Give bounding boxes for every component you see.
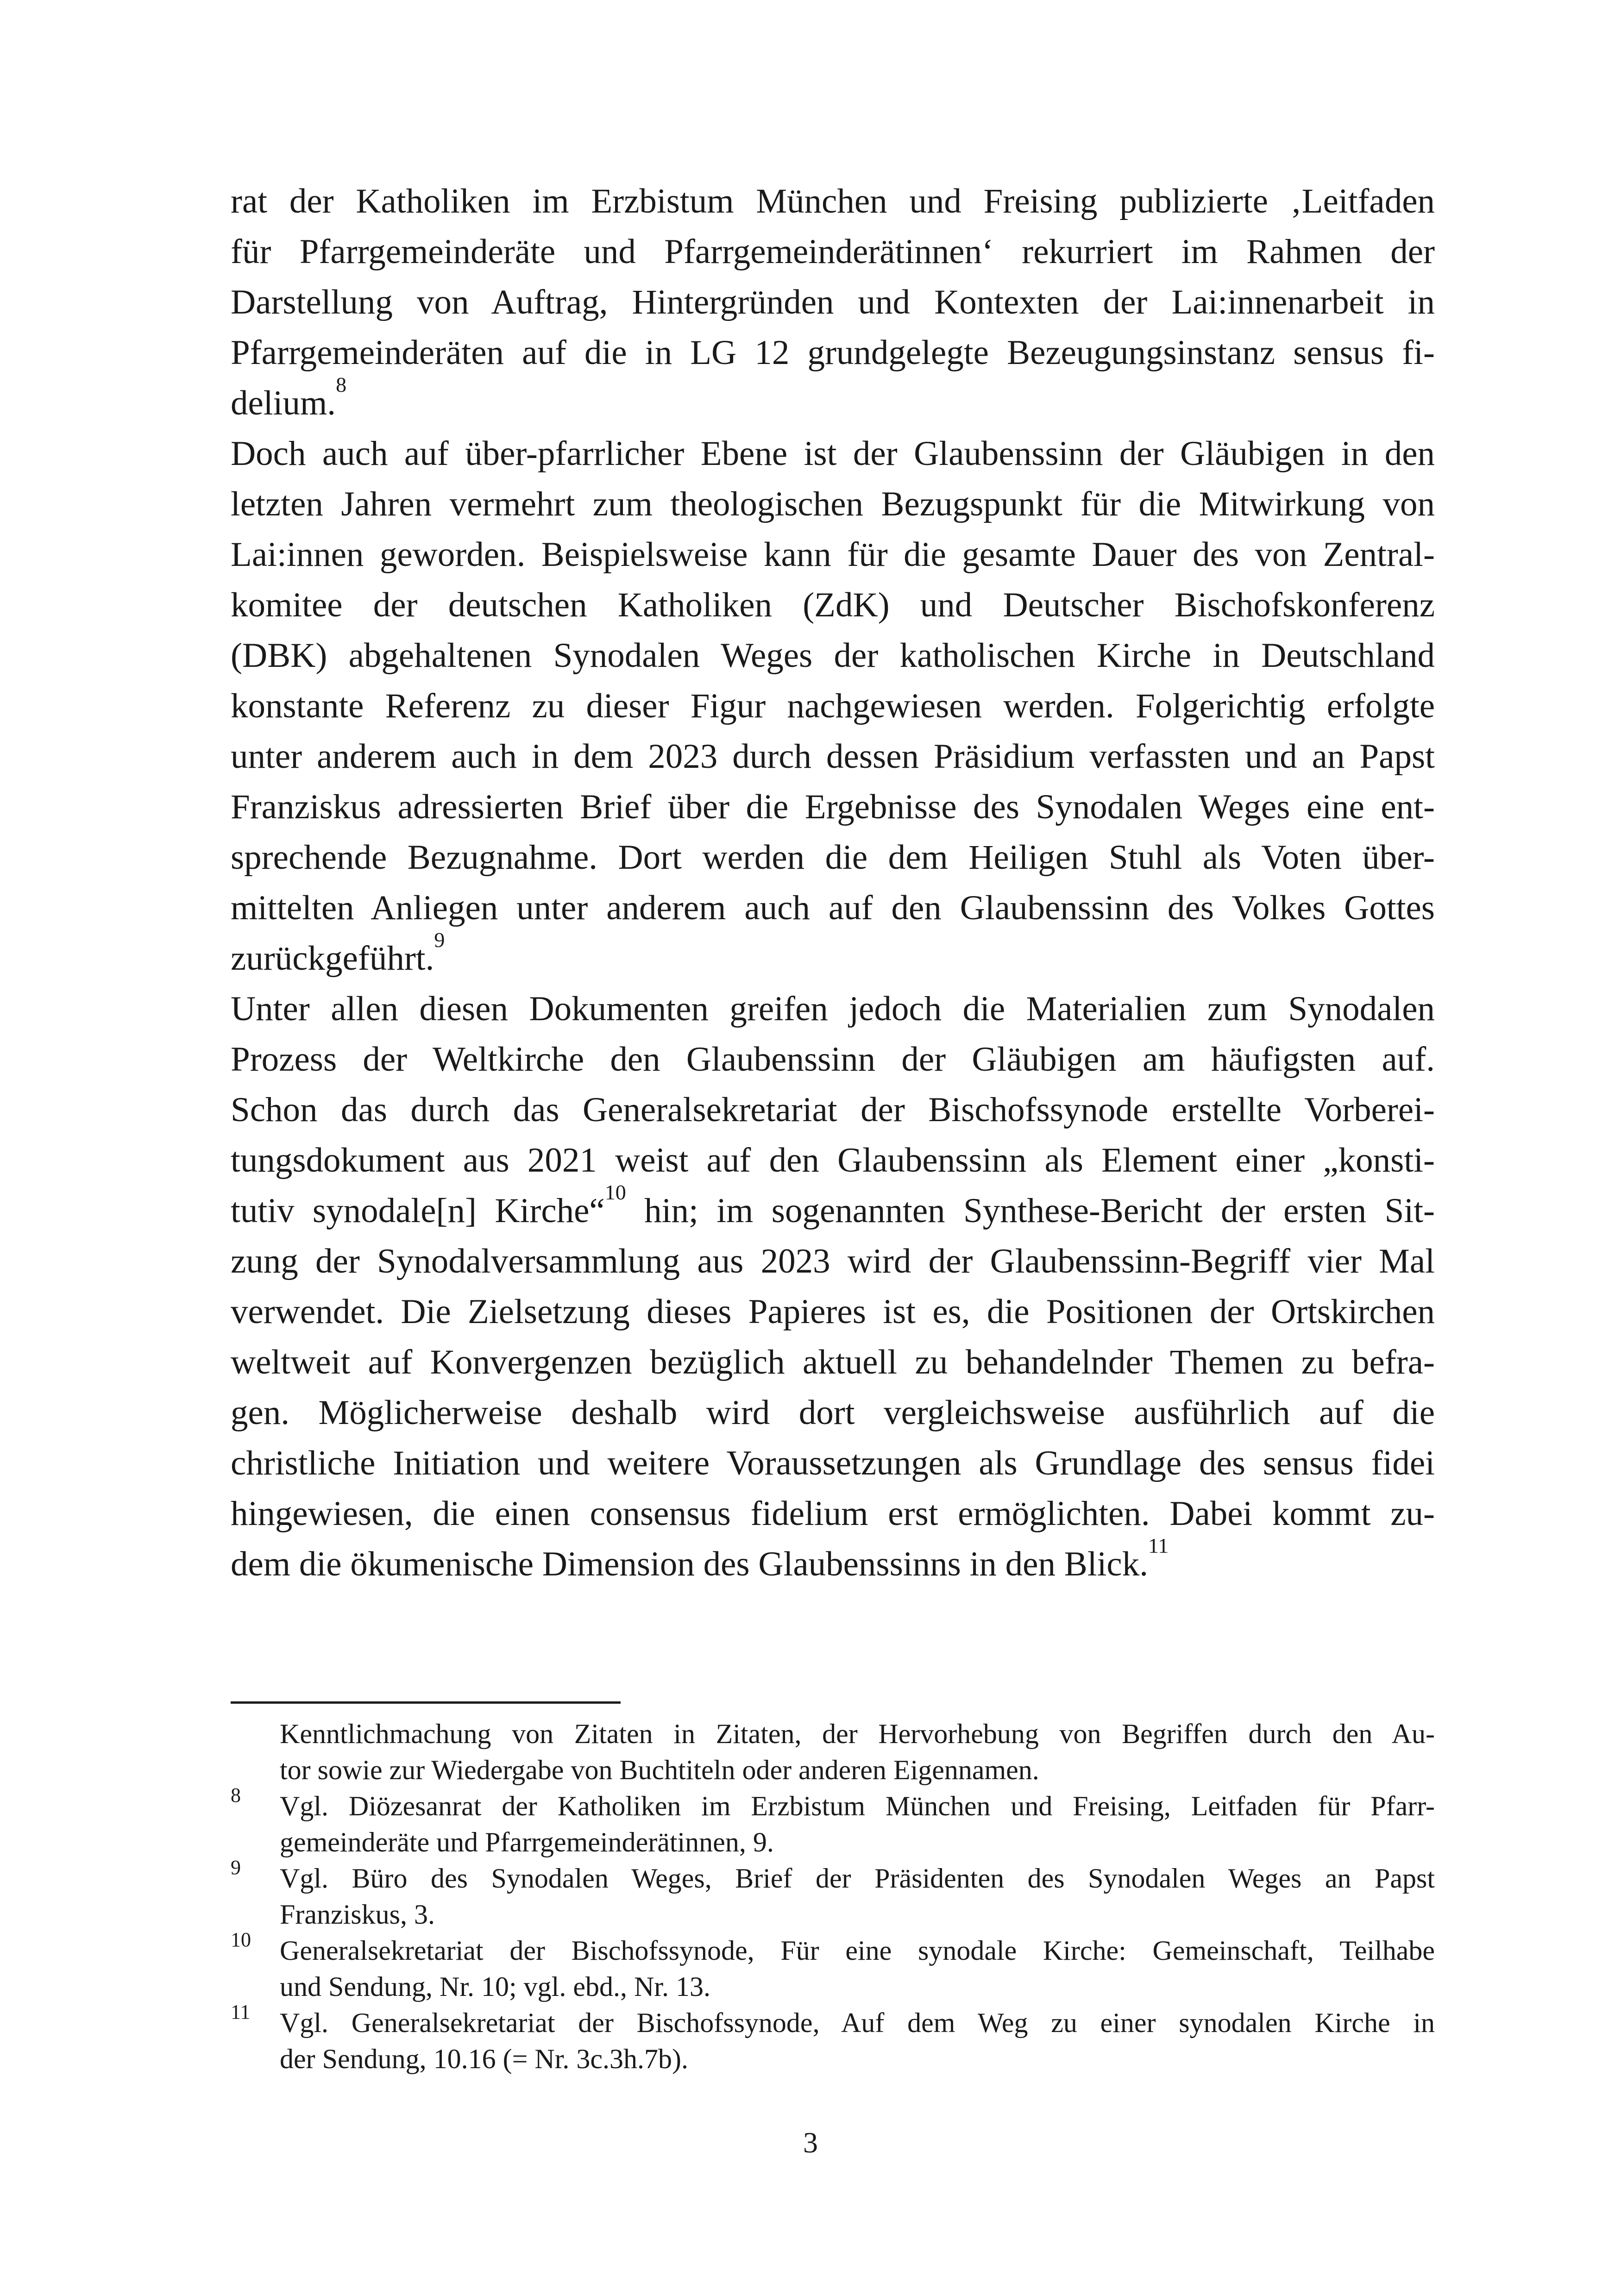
footnote-line: Vgl. Büro des Synodalen Weges, Brief der Präsidenten des Synodalen Weges an Papst [280, 1863, 1435, 1894]
footnote-line: Vgl. Diözesanrat der Katholiken im Erzbistum München und Freising, Leitfaden für Pfarr- [280, 1791, 1435, 1821]
paragraph-3 [231, 984, 1435, 1589]
footnote-line: Generalsekretariat der Bischofssynode, Für eine synodale Kirche: Gemeinschaft, Teilhabe [280, 1935, 1435, 1966]
text-line: Unter allen diesen Dokumenten greifen jedoch die Materialien zum Synodalen [231, 990, 1435, 1028]
text-line [231, 928, 1435, 984]
footnote-separator [231, 1701, 621, 1704]
text-line: Lai:innen geworden. Beispielsweise kann für die gesamte Dauer des von Zentral- [231, 535, 1435, 574]
paragraph-2 [231, 428, 1435, 984]
text-line: hingewiesen, die einen consensus fidelium erst ermöglichten. Dabei kommt zu- [231, 1494, 1435, 1533]
text-line: Schon das durch das Generalsekretariat der Bischofssynode erstellte Vorberei- [231, 1091, 1435, 1129]
text-line: Doch auch auf über-pfarrlicher Ebene ist der Glaubenssinn der Gläubigen in den [231, 434, 1435, 473]
footnote-line: der Sendung, 10.16 (= Nr. 3c.3h.7b). [280, 2044, 689, 2074]
text-line: verwendet. Die Zielsetzung dieses Papieres ist es, die Positionen der Ortskirchen [231, 1292, 1435, 1331]
text-line: gen. Möglicherweise deshalb wird dort vergleichsweise ausführlich auf die [231, 1393, 1435, 1432]
text-segment: zurückgeführt. [231, 939, 434, 978]
text-line: sprechende Bezugnahme. Dort werden die dem Heiligen Stuhl als Voten über- [231, 838, 1435, 877]
footnote-number: 10 [231, 1928, 251, 1951]
footnote-ref-9[interactable]: 9 [434, 928, 445, 952]
text-line: weltweit auf Konvergenzen bezüglich aktuell zu behandelnder Themen zu befra- [231, 1343, 1435, 1381]
footnote-ref-10[interactable]: 10 [604, 1180, 626, 1204]
footnote-number: 8 [231, 1784, 241, 1807]
text-line: rat der Katholiken im Erzbistum München und Freising publizierte ‚Leitfaden [231, 182, 1435, 220]
text-line: letzten Jahren vermehrt zum theologischen Bezugspunkt für die Mitwirkung von [231, 485, 1435, 523]
footnote-number: 11 [231, 2001, 251, 2023]
text-line: (DBK) abgehaltenen Synodalen Weges der katholischen Kirche in Deutschland [231, 636, 1435, 675]
text-line: Darstellung von Auftrag, Hintergründen und Kontexten der Lai:innenarbeit in [231, 283, 1435, 321]
footnote-ref-8[interactable]: 8 [336, 373, 347, 396]
text-segment: dem die ökumenische Dimension des Glaubenssinns in den Blick. [231, 1545, 1148, 1583]
footnotes [231, 1716, 1435, 2077]
text-line: christliche Initiation und weitere Voraussetzungen als Grundlage des sensus fidei [231, 1444, 1435, 1482]
page-number: 3 [803, 2126, 818, 2159]
text-line [231, 1180, 1435, 1236]
text-line [231, 373, 1435, 428]
text-segment: tutiv synodale[n] Kirche“ [231, 1192, 605, 1230]
text-segment: hin; im sogenannten Synthese-Bericht der ersten Sit- [626, 1192, 1435, 1230]
text-line: konstante Referenz zu dieser Figur nachgewiesen werden. Folgerichtig erfolgte [231, 687, 1435, 725]
text-line: Pfarrgemeinderäten auf die in LG 12 grundgelegte Bezeugungsinstanz sensus fi- [231, 333, 1435, 372]
text-line: Franziskus adressierten Brief über die Ergebnisse des Synodalen Weges eine ent- [231, 788, 1435, 826]
footnote-line: Kenntlichmachung von Zitaten in Zitaten, der Hervorhebung von Begriffen durch den Au- [280, 1719, 1435, 1749]
footnote-number: 9 [231, 1856, 241, 1879]
footnote-continuation [231, 1716, 1435, 1788]
footnote-8 [231, 1784, 1435, 1860]
footnote-line: und Sendung, Nr. 10; vgl. ebd., Nr. 13. [280, 1971, 710, 2002]
text-line: für Pfarrgemeinderäte und Pfarrgemeinderätinnen‘ rekurriert im Rahmen der [231, 232, 1435, 271]
paragraph-1 [231, 176, 1435, 428]
footnote-ref-11[interactable]: 11 [1148, 1534, 1169, 1557]
footnote-line: Franziskus, 3. [280, 1899, 435, 1930]
footnote-11 [231, 2001, 1435, 2077]
text-line: zung der Synodalversammlung aus 2023 wird der Glaubenssinn-Begriff vier Mal [231, 1242, 1435, 1280]
main-text [231, 176, 1435, 1589]
footnote-9 [231, 1856, 1435, 1932]
text-line: komitee der deutschen Katholiken (ZdK) und Deutscher Bischofskonferenz [231, 586, 1435, 624]
text-line: tungsdokument aus 2021 weist auf den Glaubenssinn als Element einer „konsti- [231, 1141, 1435, 1179]
footnote-10 [231, 1928, 1435, 2005]
text-line: unter anderem auch in dem 2023 durch dessen Präsidium verfassten und an Papst [231, 737, 1435, 776]
text-segment: delium. [231, 384, 336, 422]
text-line: mittelten Anliegen unter anderem auch auf den Glaubenssinn des Volkes Gottes [231, 889, 1435, 927]
footnote-line: gemeinderäte und Pfarrgemeinderätinnen, 9. [280, 1827, 774, 1857]
text-line [231, 1534, 1435, 1589]
text-line: Prozess der Weltkirche den Glaubenssinn der Gläubigen am häufigsten auf. [231, 1040, 1435, 1079]
footnote-line: tor sowie zur Wiedergabe von Buchtiteln oder anderen Eigennamen. [280, 1755, 1039, 1785]
footnote-line: Vgl. Generalsekretariat der Bischofssynode, Auf dem Weg zu einer synodalen Kirche in [280, 2007, 1435, 2038]
